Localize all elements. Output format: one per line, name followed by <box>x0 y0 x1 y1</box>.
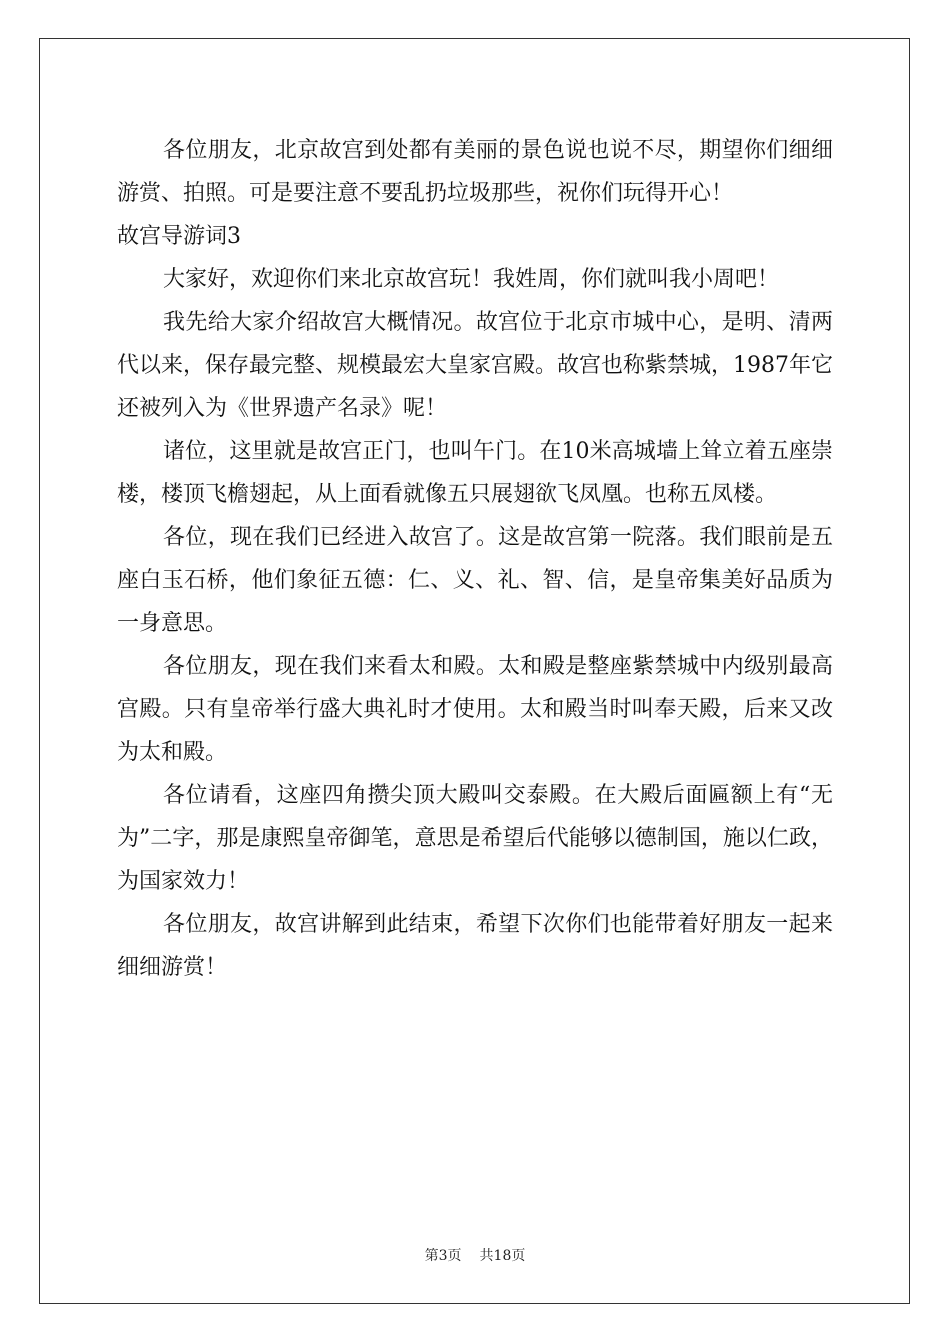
section-heading: 故宫导游词3 <box>117 224 241 249</box>
page-total: 共18页 <box>479 1248 526 1264</box>
paragraph: 大家好，欢迎你们来北京故宫玩！我姓周，你们就叫我小周吧！ <box>163 267 780 292</box>
page-footer <box>0 1246 950 1266</box>
document-body <box>117 129 833 989</box>
paragraph: 各位朋友，故宫讲解到此结束，希望下次你们也能带着好朋友一起来细细游赏！ <box>117 912 833 980</box>
paragraph: 各位请看，这座四角攒尖顶大殿叫交泰殿。在大殿后面匾额上有“无为”二字，那是康熙皇帝御笔，意思是希望后代能够以德制国，施以仁政，为国家效力！ <box>117 783 833 894</box>
paragraph: 各位朋友，北京故宫到处都有美丽的景色说也说不尽，期望你们细细游赏、拍照。可是要注意不要乱扔垃圾那些，祝你们玩得开心！ <box>117 138 833 206</box>
paragraph: 各位，现在我们已经进入故宫了。这是故宫第一院落。我们眼前是五座白玉石桥，他们象征五德：仁、义、礼、智、信，是皇帝集美好品质为一身意思。 <box>117 525 833 636</box>
paragraph: 各位朋友，现在我们来看太和殿。太和殿是整座紫禁城中内级别最高宫殿。只有皇帝举行盛大典礼时才使用。太和殿当时叫奉天殿，后来又改为太和殿。 <box>117 654 833 765</box>
page-number: 第3页 <box>424 1248 462 1264</box>
paragraph: 我先给大家介绍故宫大概情况。故宫位于北京市城中心，是明、清两代以来，保存最完整、规模最宏大皇家宫殿。故宫也称紫禁城，1987年它还被列入为《世界遗产名录》呢！ <box>117 310 833 421</box>
paragraph: 诸位，这里就是故宫正门，也叫午门。在10米高城墙上耸立着五座崇楼，楼顶飞檐翅起，从上面看就像五只展翅欲飞凤凰。也称五凤楼。 <box>117 439 833 507</box>
